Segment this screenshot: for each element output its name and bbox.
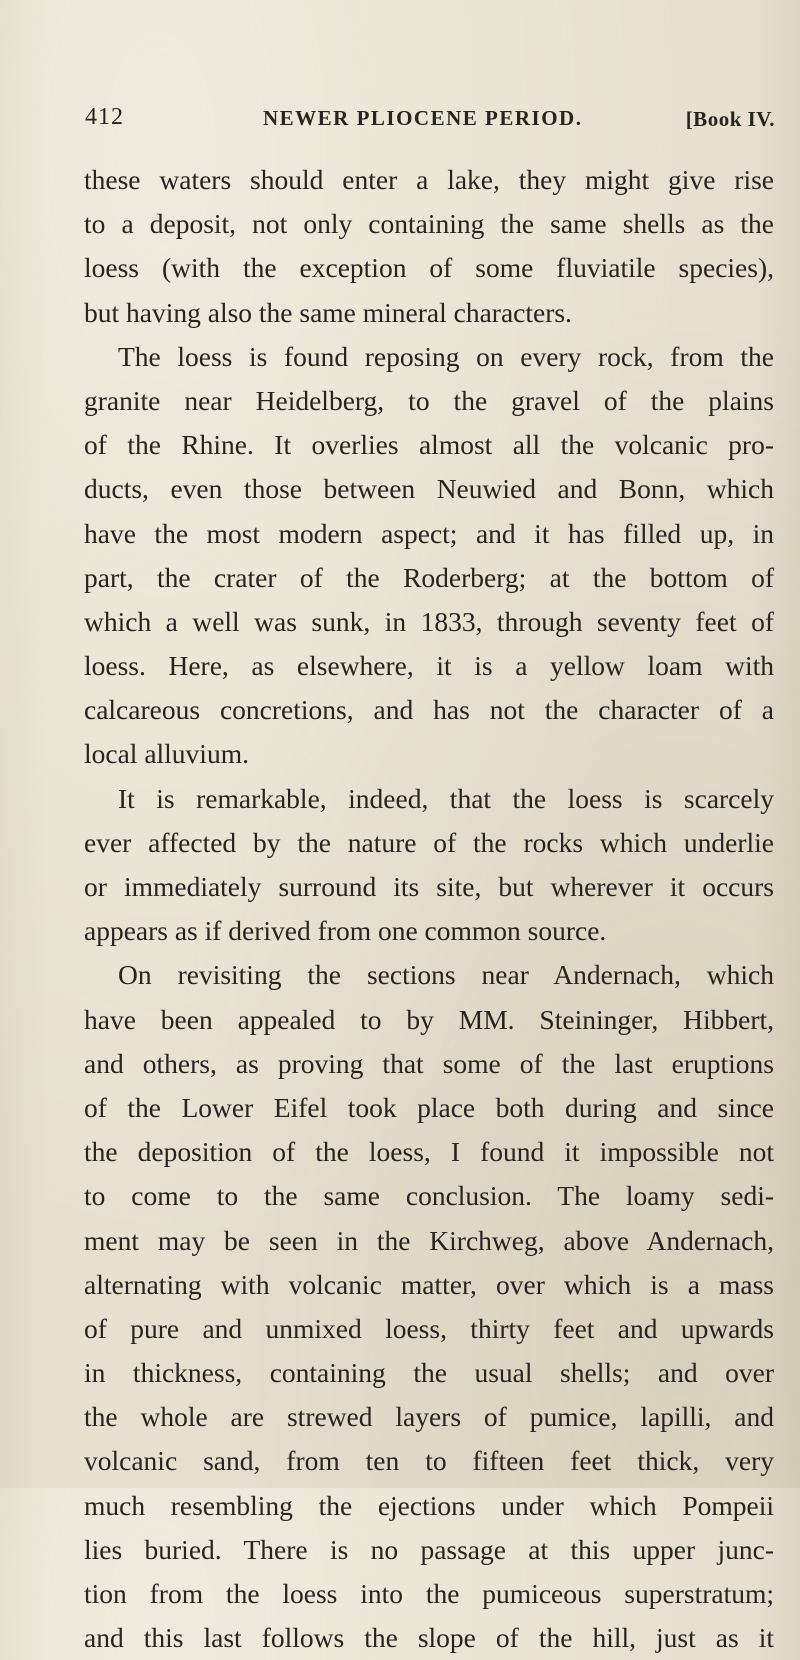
text-line: which a well was sunk, in 1833, through seventy feet of [84,605,774,637]
text-line: have been appealed to by MM. Steininger, Hibbert, [84,1003,774,1035]
text-line: to a deposit, not only containing the same shells as the [84,208,774,240]
running-head [85,104,775,136]
text-line: The loess is found reposing on every rock, from the [118,340,774,372]
text-line: the deposition of the loess, I found it impossible not [84,1136,774,1168]
text-line: and others, as proving that some of the last eruptions [84,1047,774,1079]
text-line: to come to the same conclusion. The loamy sedi- [84,1180,774,1212]
text-line: much resembling the ejections under which Pompeii [84,1489,774,1521]
page-number: 412 [85,104,124,130]
text-line: alternating with volcanic matter, over which is a mass [84,1268,774,1300]
text-line: tion from the loess into the pumiceous superstratum; [84,1578,774,1609]
text-line: granite near Heidelberg, to the gravel of the plains [84,384,774,416]
text-line: It is remarkable, indeed, that the loess is scarcely [118,782,774,814]
text-line: local alluvium. [84,738,249,770]
body-text [84,158,774,1660]
text-line: lies buried. There is no passage at this upper junc- [84,1533,774,1565]
text-line: ever affected by the nature of the rocks which underlie [84,826,774,858]
text-line: loess. Here, as elsewhere, it is a yellow loam with [84,650,774,682]
text-line: On revisiting the sections near Andernach, which [118,959,774,991]
text-line: or immediately surround its site, but wherever it occurs [84,871,774,902]
running-title: NEWER PLIOCENE PERIOD. [263,106,583,130]
text-line: the whole are strewed layers of pumice, lapilli, and [84,1401,774,1433]
text-line: of the Lower Eifel took place both during and since [84,1091,774,1123]
text-line: appears as if derived from one common source. [84,915,607,947]
text-line: have the most modern aspect; and it has filled up, in [84,517,774,549]
text-line: calcareous concretions, and has not the character of a [84,694,774,726]
text-line: part, the crater of the Roderberg; at the bottom of [84,561,774,593]
text-line: loess (with the exception of some fluviatile species), [84,252,774,284]
text-line: of pure and unmixed loess, thirty feet and upwards [84,1312,774,1344]
text-line: ducts, even those between Neuwied and Bonn, which [84,473,774,505]
text-line: in thickness, containing the usual shells; and over [84,1357,774,1389]
text-line: ment may be seen in the Kirchweg, above Andernach, [84,1224,774,1256]
text-line: of the Rhine. It overlies almost all the volcanic pro- [84,429,774,461]
text-line: volcanic sand, from ten to fifteen feet thick, very [84,1445,774,1477]
text-line: but having also the same mineral characters. [84,296,572,328]
text-line: and this last follows the slope of the hill, just as it [84,1622,774,1654]
text-line: these waters should enter a lake, they might give rise [84,164,774,195]
book-reference: [Book IV. [685,107,775,131]
